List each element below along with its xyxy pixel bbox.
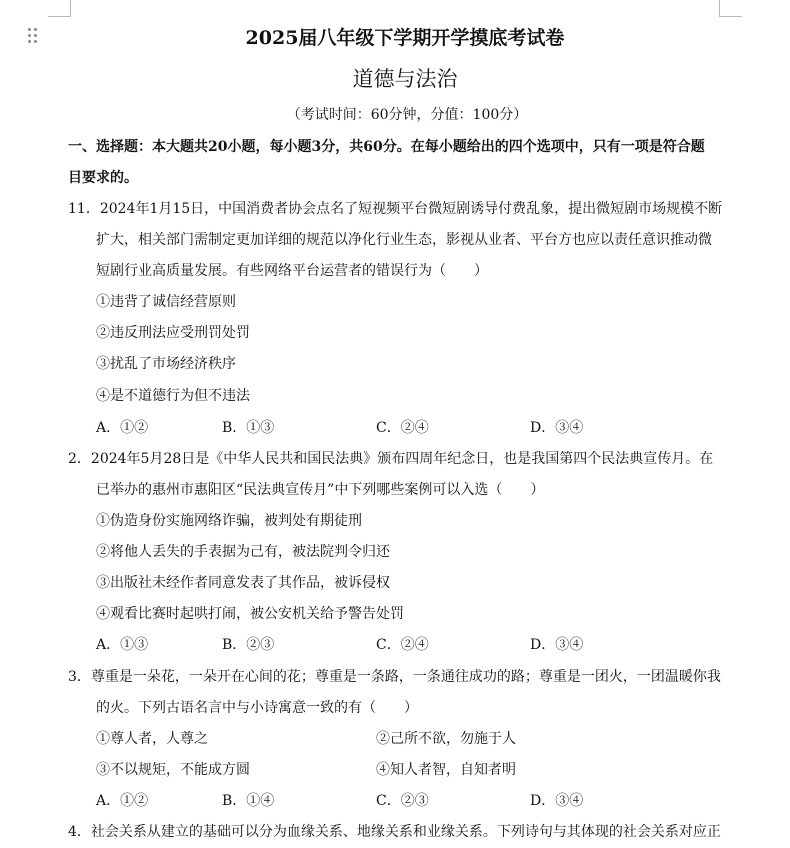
section-heading-cont: 目要求的。 xyxy=(68,170,138,186)
answer-option-c: C．②④ xyxy=(376,637,429,653)
statement-item: ③扰乱了市场经济秩序 xyxy=(96,356,236,372)
statement-item: ③不以规矩，不能成方圆 xyxy=(96,762,250,778)
statement-item: ④是不道德行为但不违法 xyxy=(96,388,250,404)
statement-item: ④知人者智，自知者明 xyxy=(376,762,516,778)
statement-item: ②己所不欲，勿施于人 xyxy=(376,731,516,747)
answer-option-d: D．③④ xyxy=(530,793,584,809)
statement-item: ③出版社未经作者同意发表了其作品，被诉侵权 xyxy=(96,575,390,591)
answer-option-d: D．③④ xyxy=(530,420,584,436)
page-corner-mark-right xyxy=(719,0,742,17)
answer-option-a: A．①③ xyxy=(96,637,149,653)
statement-item: ①尊人者，人尊之 xyxy=(96,731,208,747)
answer-option-d: D．③④ xyxy=(530,637,584,653)
answer-option-b: B．②③ xyxy=(222,637,275,653)
exam-title: 2025届八年级下学期开学摸底考试卷 xyxy=(245,27,565,49)
answer-option-a: A．①② xyxy=(96,793,149,809)
statement-item: ①伪造身份实施网络诈骗，被判处有期徒刑 xyxy=(96,513,362,529)
exam-info: （考试时间：60分钟，分值：100分） xyxy=(286,107,528,123)
question-2-text: 2．2024年5月28日是《中华人民共和国民法典》颁布四周年纪念日，也是我国第四个民法典宣传月。在 xyxy=(68,451,714,467)
page-corner-mark-left xyxy=(48,0,71,17)
statement-item: ①违背了诚信经营原则 xyxy=(96,294,236,310)
answer-option-b: B．①③ xyxy=(222,420,275,436)
question-11-text-2: 扩大，相关部门需制定更加详细的规范以净化行业生态，影视从业者、平台方也应以责任意识推动微 xyxy=(96,232,712,248)
answer-option-c: C．②④ xyxy=(376,420,429,436)
section-heading: 一、选择题：本大题共20小题，每小题3分，共60分。在每小题给出的四个选项中，只有一项是符合题 xyxy=(68,139,705,155)
question-11-text-3: 短剧行业高质量发展。有些网络平台运营者的错误行为（ ） xyxy=(96,263,488,279)
question-2-text-2: 已举办的惠州市惠阳区“民法典宣传月”中下列哪些案例可以入选（ ） xyxy=(96,482,545,498)
subject-title: 道德与法治 xyxy=(352,67,458,91)
answer-option-a: A．①② xyxy=(96,420,149,436)
question-3-text: 3．尊重是一朵花，一朵开在心间的花；尊重是一条路，一条通往成功的路；尊重是一团火，一团温暖你我 xyxy=(68,669,721,685)
question-4-text: 4．社会关系从建立的基础可以分为血缘关系、地缘关系和业缘关系。下列诗句与其体现的社会关系对应正 xyxy=(68,824,721,840)
answer-option-c: C．②③ xyxy=(376,793,429,809)
answer-option-b: B．①④ xyxy=(222,793,275,809)
statement-item: ④观看比赛时起哄打闹，被公安机关给予警告处罚 xyxy=(96,606,404,622)
question-3-text-2: 的火。下列古语名言中与小诗寓意一致的有（ ） xyxy=(96,700,418,716)
statement-item: ②违反刑法应受刑罚处罚 xyxy=(96,325,250,341)
question-11-text: 11．2024年1月15日，中国消费者协会点名了短视频平台微短剧诱导付费乱象，提出微短剧市场规模不断 xyxy=(68,201,723,217)
statement-item: ②将他人丢失的手表据为己有，被法院判令归还 xyxy=(96,544,390,560)
